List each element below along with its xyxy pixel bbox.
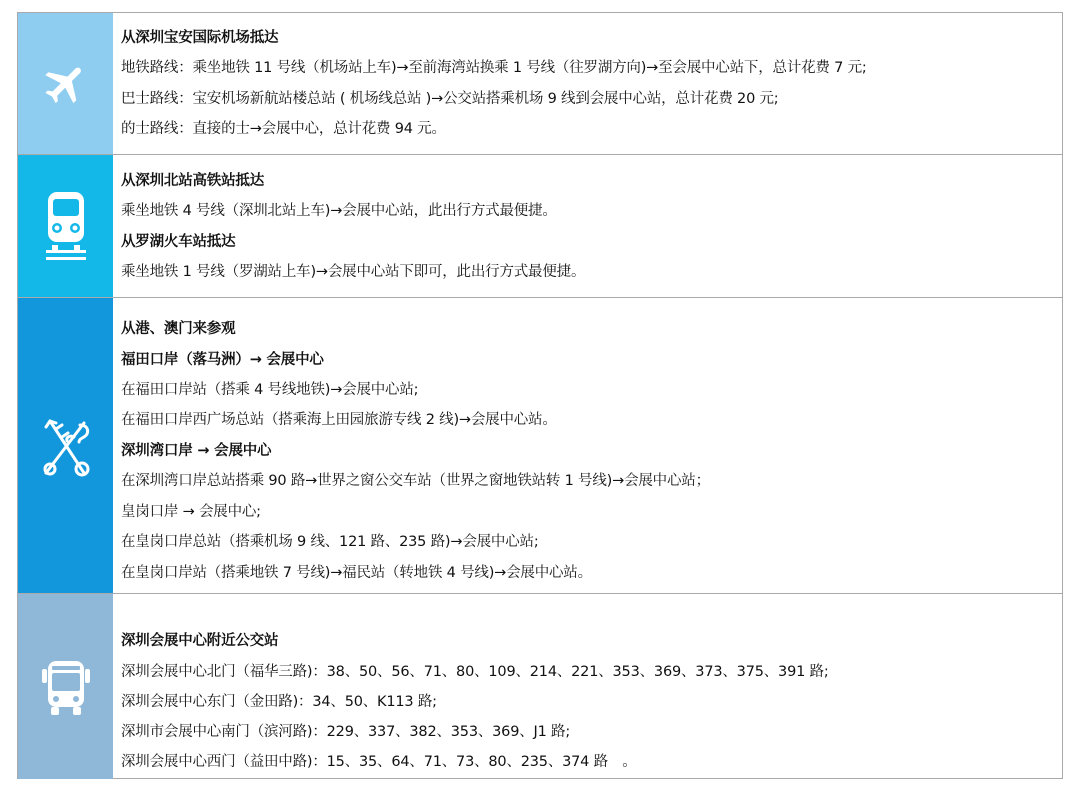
section-hk-macau: [18, 298, 1062, 594]
section-airport-line: 地铁路线：乘坐地铁 11 号线（机场站上车)→至前海湾站换乘 1 号线（往罗湖方向)→至会展中心站下，总计花费 7 元;: [121, 60, 867, 76]
section-hk-macau-line: 在皇岗口岸总站（搭乘机场 9 线、121 路、235 路)→会展中心站;: [121, 534, 539, 550]
section-bus-text: [113, 594, 1062, 779]
section-hk-macau-text: [113, 298, 1062, 593]
section-bus-line: 深圳会展中心北门（福华三路)：38、50、56、71、80、109、214、221、353、369、373、375、391 路;: [121, 664, 829, 680]
transport-info-table: [17, 12, 1063, 779]
section-hk-macau-line: 在皇岗口岸站（搭乘地铁 7 号线)→福民站（转地铁 4 号线)→会展中心站。: [121, 565, 592, 581]
section-airport-line: 巴士路线：宝安机场新航站楼总站 ( 机场线总站 )→公交站搭乘机场 9 线到会展中心站，总计花费 20 元;: [121, 91, 779, 107]
section-train-icon-cell: [18, 155, 113, 297]
customs-emblem-icon: [38, 411, 94, 481]
section-airport-icon-cell: [18, 13, 113, 154]
section-airport-line: 的士路线：直接的士→会展中心，总计花费 94 元。: [121, 121, 446, 137]
section-hk-macau-subheading: 福田口岸（落马洲）→ 会展中心: [121, 352, 324, 368]
section-hk-macau-line: 在深圳湾口岸总站搭乘 90 路→世界之窗公交车站（世界之窗地铁站转 1 号线)→会展中心站；: [121, 473, 710, 489]
section-bus-line: 深圳市会展中心南门（滨河路)：229、337、382、353、369、J1 路;: [121, 724, 571, 740]
section-bus-line: 深圳会展中心西门（益田中路)：15、35、64、71、73、80、235、374 路 。: [121, 754, 637, 770]
section-train-heading: 从深圳北站高铁站抵达: [121, 173, 264, 189]
section-train-line: 乘坐地铁 4 号线（深圳北站上车)→会展中心站，此出行方式最便捷。: [121, 203, 557, 219]
section-train-line: 乘坐地铁 1 号线（罗湖站上车)→会展中心站下即可，此出行方式最便捷。: [121, 264, 586, 280]
section-airport-text: [113, 13, 1062, 154]
section-hk-macau-line: 在福田口岸西广场总站（搭乘海上田园旅游专线 2 线)→会展中心站。: [121, 412, 557, 428]
train-icon: [44, 190, 88, 262]
section-bus: [18, 594, 1062, 779]
section-train-heading: 从罗湖火车站抵达: [121, 234, 236, 250]
section-train: [18, 155, 1062, 298]
airplane-icon: [41, 59, 91, 109]
section-bus-line: 深圳会展中心东门（金田路)：34、50、K113 路;: [121, 694, 437, 710]
section-airport-heading: 从深圳宝安国际机场抵达: [121, 30, 279, 46]
section-hk-macau-line: 在福田口岸站（搭乘 4 号线地铁)→会展中心站;: [121, 382, 419, 398]
section-hk-macau-heading: 从港、澳门来参观: [121, 321, 236, 337]
section-train-text: [113, 155, 1062, 297]
section-hk-macau-subheading: 深圳湾口岸 → 会展中心: [121, 443, 272, 459]
section-bus-icon-cell: [18, 594, 113, 779]
section-airport: [18, 13, 1062, 155]
section-hk-macau-line: 皇岗口岸 → 会展中心;: [121, 504, 261, 520]
section-hk-macau-icon-cell: [18, 298, 113, 593]
bus-icon: [40, 657, 92, 717]
section-bus-heading: 深圳会展中心附近公交站: [121, 633, 279, 649]
